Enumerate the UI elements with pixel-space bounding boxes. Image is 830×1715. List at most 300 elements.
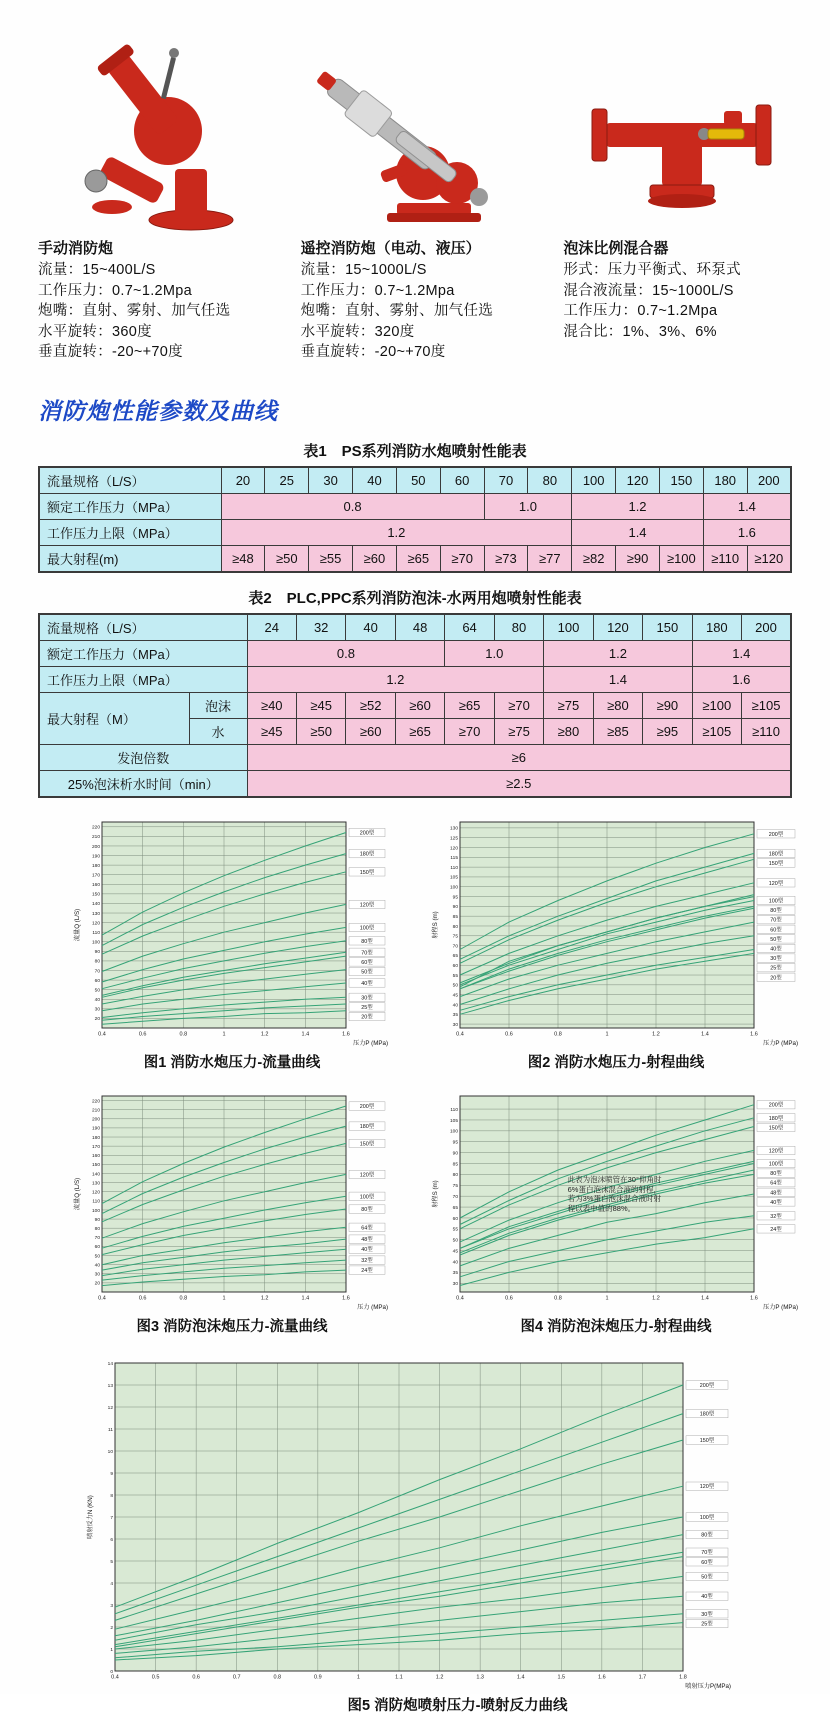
table-cell: ≥45 xyxy=(296,692,345,718)
table-cell: ≥52 xyxy=(346,692,395,718)
table-cell: ≥65 xyxy=(395,718,444,744)
y-axis-tick: 115 xyxy=(450,856,458,862)
y-axis-tick: 45 xyxy=(452,993,458,999)
series-label: 80型 xyxy=(361,938,373,945)
x-axis-tick: 1.5 xyxy=(557,1674,566,1681)
y-axis-tick: 110 xyxy=(92,1199,100,1205)
y-axis-tick: 9 xyxy=(110,1471,113,1477)
series-label: 200型 xyxy=(768,1102,784,1109)
y-axis-tick: 85 xyxy=(452,1162,458,1168)
fig3-chart-canvas xyxy=(72,1088,392,1316)
y-axis-tick: 150 xyxy=(91,892,100,898)
y-axis-tick: 80 xyxy=(94,1227,100,1233)
table-cell: 1.2 xyxy=(572,493,704,519)
x-axis-tick: 1 xyxy=(222,1031,226,1038)
table-cell: ≥48 xyxy=(221,545,265,572)
y-axis-tick: 130 xyxy=(91,1181,100,1187)
y-axis-tick: 160 xyxy=(91,1154,100,1160)
y-axis-tick: 200 xyxy=(91,844,100,850)
y-axis-tick: 120 xyxy=(91,921,100,927)
series-label: 180型 xyxy=(699,1411,715,1418)
remote-monitor-image xyxy=(301,26,538,231)
fig5-chart-canvas xyxy=(85,1355,830,1695)
y-axis-tick: 1 xyxy=(110,1647,113,1653)
series-label: 120型 xyxy=(359,902,375,909)
y-axis-tick: 100 xyxy=(91,1209,100,1215)
y-axis-tick: 50 xyxy=(94,1254,100,1260)
y-axis-label: 喷射反力N (KN) xyxy=(87,1494,94,1539)
table-cell: 180 xyxy=(703,467,747,494)
series-label: 60型 xyxy=(361,959,373,966)
table-cell: 100 xyxy=(544,614,593,641)
x-axis-tick: 0.9 xyxy=(314,1674,322,1681)
table-cell: ≥80 xyxy=(544,718,593,744)
y-axis-label: 流量Q (L/S) xyxy=(74,908,81,942)
product-spec: 水平旋转：320度 xyxy=(300,323,415,340)
y-axis-tick: 2 xyxy=(110,1625,113,1631)
table-cell: ≥75 xyxy=(494,718,543,744)
y-axis-tick: 70 xyxy=(94,1236,100,1242)
x-axis-tick: 0.4 xyxy=(456,1031,464,1038)
y-axis-tick: 110 xyxy=(450,865,458,871)
x-axis-tick: 1.2 xyxy=(435,1674,444,1681)
y-axis-tick: 60 xyxy=(94,1245,100,1251)
table-cell: ≥82 xyxy=(572,545,616,572)
y-axis-tick: 40 xyxy=(94,997,100,1003)
y-axis-tick: 105 xyxy=(449,1119,458,1125)
y-axis-tick: 110 xyxy=(92,930,100,936)
series-label: 40型 xyxy=(361,1247,373,1254)
y-axis-tick: 30 xyxy=(452,1282,458,1288)
series-label: 150型 xyxy=(359,1141,375,1148)
chart-svg xyxy=(430,814,802,1052)
y-axis-tick: 50 xyxy=(452,1238,458,1244)
series-label: 50型 xyxy=(770,936,782,943)
y-axis-tick: 60 xyxy=(94,978,100,984)
table-cell: 1.4 xyxy=(692,640,791,666)
product-remote-monitor xyxy=(301,26,538,363)
table-cell: 180 xyxy=(692,614,741,641)
table-cell: 20 xyxy=(221,467,265,494)
table-cell: 80 xyxy=(528,467,572,494)
series-label: 24型 xyxy=(770,1227,782,1234)
y-axis-tick: 80 xyxy=(452,1173,458,1179)
x-axis-tick: 0.8 xyxy=(179,1295,188,1302)
x-axis-tick: 0.7 xyxy=(232,1674,241,1681)
x-axis-tick: 1.4 xyxy=(516,1674,525,1681)
y-axis-tick: 100 xyxy=(91,940,100,946)
series-label: 20型 xyxy=(361,1014,373,1021)
table-cell: 1.4 xyxy=(703,493,791,519)
table-cell: 30 xyxy=(309,467,353,494)
table-cell: ≥73 xyxy=(484,545,528,572)
product-name: 泡沫比例混合器 xyxy=(563,240,669,257)
y-axis-tick: 100 xyxy=(449,885,458,891)
product-overview xyxy=(0,0,830,363)
y-axis-tick: 180 xyxy=(91,1136,100,1142)
y-axis-label: 流量Q (L/S) xyxy=(74,1178,81,1211)
table-cell: 150 xyxy=(659,467,703,494)
y-axis-tick: 160 xyxy=(91,882,100,888)
chart-svg xyxy=(85,1355,735,1695)
y-axis-tick: 70 xyxy=(452,1195,458,1201)
x-axis-tick: 1.6 xyxy=(750,1031,758,1038)
y-axis-tick: 90 xyxy=(452,905,458,911)
x-axis-tick: 1.1 xyxy=(395,1674,403,1681)
y-axis-tick: 11 xyxy=(108,1427,113,1433)
y-axis-tick: 70 xyxy=(452,944,458,950)
x-axis-tick: 0.8 xyxy=(554,1295,562,1302)
product-spec: 混合比：1%、3%、6% xyxy=(563,323,717,340)
y-axis-tick: 80 xyxy=(94,959,100,965)
series-label: 25型 xyxy=(701,1621,713,1628)
table-cell: 25 xyxy=(265,467,309,494)
table-cell: ≥100 xyxy=(692,692,741,718)
x-axis-tick: 0.4 xyxy=(111,1674,119,1681)
y-axis-tick: 190 xyxy=(91,854,100,860)
table-cell: ≥50 xyxy=(265,545,309,572)
table-cell: 40 xyxy=(346,614,395,641)
table-cell: 0.8 xyxy=(247,640,445,666)
series-label: 80型 xyxy=(770,1171,782,1178)
series-label: 180型 xyxy=(359,1124,375,1131)
x-axis-label: 喷射压力P(MPa) xyxy=(685,1682,731,1690)
table-cell: ≥70 xyxy=(445,718,494,744)
table-cell: 1.4 xyxy=(572,519,704,545)
x-axis-tick: 0.4 xyxy=(98,1031,106,1038)
product-spec: 工作压力：0.7~1.2Mpa xyxy=(38,282,192,299)
table2-plc-ppc-series xyxy=(38,613,792,798)
y-axis-tick: 90 xyxy=(94,1218,100,1224)
chart-svg xyxy=(72,1088,392,1316)
table-cell: ≥100 xyxy=(659,545,703,572)
table-cell: ≥40 xyxy=(247,692,296,718)
table-cell: 流量规格（L/S） xyxy=(39,614,247,641)
x-axis-label: 压力 (MPa) xyxy=(357,1304,388,1312)
series-label: 60型 xyxy=(701,1559,713,1566)
charts-row-2 xyxy=(0,1088,830,1336)
table-cell: ≥60 xyxy=(395,692,444,718)
y-axis-tick: 170 xyxy=(91,873,100,879)
series-label: 120型 xyxy=(768,1148,784,1155)
table-cell: ≥110 xyxy=(742,718,791,744)
y-axis-tick: 95 xyxy=(452,1140,458,1146)
x-axis-label: 压力P (MPa) xyxy=(763,1304,798,1312)
x-axis-tick: 0.4 xyxy=(98,1295,106,1302)
table-cell: ≥55 xyxy=(309,545,353,572)
table-cell: 1.2 xyxy=(247,666,544,692)
y-axis-tick: 100 xyxy=(449,1129,458,1135)
x-axis-tick: 1.3 xyxy=(476,1674,484,1681)
table-cell: 发泡倍数 xyxy=(39,744,247,770)
product-spec: 工作压力：0.7~1.2Mpa xyxy=(300,282,455,299)
series-label: 40型 xyxy=(701,1593,713,1600)
table-cell: 60 xyxy=(440,467,484,494)
series-label: 180型 xyxy=(768,1116,784,1123)
x-axis-tick: 1.6 xyxy=(750,1295,758,1302)
y-axis-tick: 35 xyxy=(452,1012,458,1018)
y-axis-tick: 70 xyxy=(94,969,100,975)
product-spec: 水平旋转：360度 xyxy=(38,323,152,340)
x-axis-tick: 1.8 xyxy=(679,1674,687,1681)
x-axis-tick: 0.6 xyxy=(505,1295,513,1302)
y-axis-label: 射程S (m) xyxy=(432,1180,439,1209)
series-label: 150型 xyxy=(359,869,375,876)
y-axis-tick: 12 xyxy=(107,1405,113,1411)
series-label: 24型 xyxy=(361,1268,373,1275)
y-axis-tick: 210 xyxy=(91,835,100,841)
table-cell: 1.4 xyxy=(544,666,692,692)
fig1-chart-canvas xyxy=(72,814,392,1052)
table-cell: ≥45 xyxy=(247,718,296,744)
table-cell: 25%泡沫析水时间（min） xyxy=(39,770,247,797)
fig3-foam-monitor-flow-chart xyxy=(72,1088,392,1336)
y-axis-tick: 190 xyxy=(91,1126,100,1132)
table-cell: 120 xyxy=(616,467,660,494)
series-label: 150型 xyxy=(699,1437,715,1444)
series-label: 60型 xyxy=(770,927,782,934)
x-axis-tick: 1.6 xyxy=(342,1295,350,1302)
product-spec: 流量：15~400L/S xyxy=(38,262,156,278)
series-label: 120型 xyxy=(699,1483,715,1490)
series-label: 64型 xyxy=(770,1180,782,1187)
table-cell: ≥80 xyxy=(593,692,642,718)
x-axis-tick: 0.5 xyxy=(151,1674,160,1681)
y-axis-tick: 5 xyxy=(110,1559,113,1565)
y-axis-tick: 45 xyxy=(452,1249,458,1255)
fig5-caption: 图5 消防炮喷射压力-喷射反力曲线 xyxy=(347,1697,568,1714)
table-cell: ≥105 xyxy=(742,692,791,718)
table-cell: 水 xyxy=(189,718,247,744)
table-cell: ≥6 xyxy=(247,744,791,770)
x-axis-tick: 1 xyxy=(356,1674,360,1681)
y-axis-tick: 180 xyxy=(91,863,100,869)
series-label: 100型 xyxy=(768,1161,784,1168)
y-axis-tick: 6 xyxy=(110,1537,113,1543)
charts-row-1 xyxy=(0,814,830,1072)
series-label: 25型 xyxy=(770,965,782,972)
table-cell: ≥50 xyxy=(296,718,345,744)
table-cell: 1.2 xyxy=(544,640,692,666)
series-label: 80型 xyxy=(701,1532,713,1539)
series-label: 200型 xyxy=(699,1382,715,1389)
table-cell: 24 xyxy=(247,614,296,641)
series-label: 200型 xyxy=(768,831,784,838)
fig4-note: 此表为泡沫喷管在30°仰角时6%蛋白泡沫混合液的射程，若为3%蛋白泡沫混合液时射程以表中值的88%。 xyxy=(567,1174,662,1214)
product-foam-proportioner xyxy=(563,26,800,363)
table-cell: 200 xyxy=(742,614,791,641)
y-axis-tick: 90 xyxy=(94,950,100,956)
series-label: 120型 xyxy=(768,880,784,887)
y-axis-tick: 0 xyxy=(110,1669,113,1675)
y-axis-tick: 14 xyxy=(107,1361,113,1367)
series-label: 40型 xyxy=(361,980,373,987)
fig2-caption: 图2 消防水炮压力-射程曲线 xyxy=(527,1054,705,1071)
table1-title: 表1 PS系列消防水炮喷射性能表 xyxy=(303,442,527,460)
table-cell: 100 xyxy=(572,467,616,494)
series-label: 200型 xyxy=(359,830,375,837)
table-cell: ≥77 xyxy=(528,545,572,572)
section-title: 消防炮性能参数及曲线 xyxy=(38,397,278,424)
y-axis-tick: 55 xyxy=(452,973,458,979)
y-axis-tick: 80 xyxy=(452,924,458,930)
table-cell: 1.6 xyxy=(703,519,791,545)
x-axis-tick: 1.7 xyxy=(638,1674,647,1681)
y-axis-tick: 85 xyxy=(452,914,458,920)
series-label: 180型 xyxy=(359,851,375,858)
table-cell: ≥70 xyxy=(440,545,484,572)
y-axis-tick: 65 xyxy=(452,1206,458,1212)
x-axis-label: 压力P (MPa) xyxy=(353,1039,388,1047)
y-axis-tick: 105 xyxy=(449,875,458,881)
y-axis-tick: 30 xyxy=(452,1022,458,1028)
table-cell: 0.8 xyxy=(221,493,484,519)
table-cell: 最大射程（M） xyxy=(39,692,189,744)
table-cell: 120 xyxy=(593,614,642,641)
y-axis-tick: 120 xyxy=(91,1190,100,1196)
x-axis-tick: 1 xyxy=(605,1031,609,1038)
y-axis-tick: 40 xyxy=(452,1003,458,1009)
product-spec: 混合液流量：15~1000L/S xyxy=(563,282,734,299)
y-axis-tick: 90 xyxy=(452,1151,458,1157)
y-axis-tick: 40 xyxy=(94,1263,100,1269)
y-axis-tick: 200 xyxy=(91,1117,100,1123)
series-label: 80型 xyxy=(770,907,782,914)
series-label: 32型 xyxy=(361,1258,373,1265)
y-axis-label: 射程S (m) xyxy=(432,911,439,939)
series-label: 150型 xyxy=(768,1125,784,1132)
series-label: 30型 xyxy=(361,995,373,1002)
series-label: 200型 xyxy=(359,1104,375,1111)
product-name: 手动消防炮 xyxy=(38,240,114,257)
y-axis-tick: 20 xyxy=(94,1281,100,1287)
table-cell: ≥110 xyxy=(703,545,747,572)
y-axis-tick: 13 xyxy=(107,1383,113,1389)
product-spec: 工作压力：0.7~1.2Mpa xyxy=(563,303,718,320)
series-label: 150型 xyxy=(768,860,784,867)
series-label: 70型 xyxy=(361,950,373,957)
table-cell: 70 xyxy=(484,467,528,494)
table1-ps-series xyxy=(38,466,792,573)
series-label: 48型 xyxy=(770,1190,782,1197)
x-axis-tick: 0.8 xyxy=(554,1031,562,1038)
fig4-caption: 图4 消防泡沫炮压力-射程曲线 xyxy=(520,1319,712,1336)
series-label: 70型 xyxy=(770,917,782,924)
y-axis-tick: 30 xyxy=(94,1007,100,1013)
charts-row-3 xyxy=(85,1355,830,1715)
x-axis-tick: 1.4 xyxy=(301,1295,310,1302)
y-axis-tick: 4 xyxy=(110,1581,113,1587)
product-spec: 炮嘴：直射、雾射、加气任选 xyxy=(38,303,231,320)
y-axis-tick: 50 xyxy=(94,988,100,994)
y-axis-tick: 140 xyxy=(91,1172,100,1178)
series-label: 40型 xyxy=(770,946,782,953)
series-label: 100型 xyxy=(359,925,375,932)
y-axis-tick: 130 xyxy=(91,911,100,917)
product-spec: 炮嘴：直射、雾射、加气任选 xyxy=(300,303,494,320)
y-axis-tick: 20 xyxy=(94,1017,100,1023)
y-axis-tick: 210 xyxy=(91,1108,100,1114)
y-axis-tick: 30 xyxy=(94,1272,100,1278)
fig3-caption: 图3 消防泡沫炮压力-流量曲线 xyxy=(136,1319,328,1336)
y-axis-tick: 150 xyxy=(91,1163,100,1169)
x-axis-tick: 0.8 xyxy=(273,1674,282,1681)
x-axis-tick: 1.2 xyxy=(260,1031,269,1038)
fig2-chart-canvas xyxy=(430,814,802,1052)
series-label: 30型 xyxy=(701,1611,713,1618)
x-axis-tick: 0.6 xyxy=(138,1295,147,1302)
fig4-foam-monitor-range-chart xyxy=(430,1088,802,1336)
y-axis-tick: 55 xyxy=(452,1227,458,1233)
table-cell: ≥85 xyxy=(593,718,642,744)
y-axis-tick: 170 xyxy=(91,1145,100,1151)
table-cell: 额定工作压力（MPa） xyxy=(39,493,221,519)
product-spec: 垂直旋转：-20~+70度 xyxy=(38,344,183,361)
x-axis-tick: 0.8 xyxy=(179,1031,188,1038)
table-cell: ≥65 xyxy=(396,545,440,572)
table-cell: 最大射程(m) xyxy=(39,545,221,572)
series-label: 64型 xyxy=(361,1225,373,1232)
table-cell: 50 xyxy=(396,467,440,494)
table-cell: 40 xyxy=(353,467,397,494)
series-label: 120型 xyxy=(359,1172,375,1179)
table-cell: 1.0 xyxy=(484,493,572,519)
table-cell: 额定工作压力（MPa） xyxy=(39,640,247,666)
table2-title: 表2 PLC,PPC系列消防泡沫-水两用炮喷射性能表 xyxy=(248,589,582,607)
x-axis-tick: 1.4 xyxy=(301,1031,310,1038)
x-axis-label: 压力P (MPa) xyxy=(763,1039,798,1047)
y-axis-tick: 65 xyxy=(452,954,458,960)
x-axis-tick: 1.4 xyxy=(701,1295,709,1302)
table-cell: ≥70 xyxy=(494,692,543,718)
y-axis-tick: 95 xyxy=(452,895,458,901)
table-cell: ≥95 xyxy=(643,718,692,744)
x-axis-tick: 0.6 xyxy=(505,1031,513,1038)
x-axis-tick: 0.6 xyxy=(192,1674,200,1681)
table-cell: ≥90 xyxy=(643,692,692,718)
foam-proportioner-image xyxy=(563,26,800,231)
y-axis-tick: 75 xyxy=(452,1184,458,1190)
table-cell: 64 xyxy=(445,614,494,641)
table-cell: ≥75 xyxy=(544,692,593,718)
chart-svg xyxy=(72,814,392,1052)
table-cell: ≥105 xyxy=(692,718,741,744)
series-label: 50型 xyxy=(701,1574,713,1581)
series-label: 100型 xyxy=(359,1194,375,1201)
fig5-reaction-force-chart xyxy=(85,1355,830,1715)
y-axis-tick: 120 xyxy=(449,846,458,852)
x-axis-tick: 1.4 xyxy=(701,1031,709,1038)
series-label: 180型 xyxy=(768,851,784,858)
y-axis-tick: 110 xyxy=(450,1108,458,1114)
series-label: 48型 xyxy=(361,1237,373,1244)
fig1-water-monitor-flow-chart xyxy=(72,814,392,1072)
y-axis-tick: 10 xyxy=(107,1449,113,1455)
x-axis-tick: 1.2 xyxy=(652,1031,660,1038)
x-axis-tick: 0.4 xyxy=(456,1295,464,1302)
table-cell: 1.0 xyxy=(445,640,544,666)
table-cell: 32 xyxy=(296,614,345,641)
table-cell: ≥65 xyxy=(445,692,494,718)
y-axis-tick: 7 xyxy=(110,1515,113,1521)
fig4-chart-canvas xyxy=(430,1088,802,1316)
series-label: 25型 xyxy=(361,1004,373,1011)
series-label: 30型 xyxy=(770,955,782,962)
table-cell: 1.2 xyxy=(221,519,572,545)
table-cell: 工作压力上限（MPa） xyxy=(39,666,247,692)
y-axis-tick: 40 xyxy=(452,1260,458,1266)
table-cell: 200 xyxy=(747,467,791,494)
